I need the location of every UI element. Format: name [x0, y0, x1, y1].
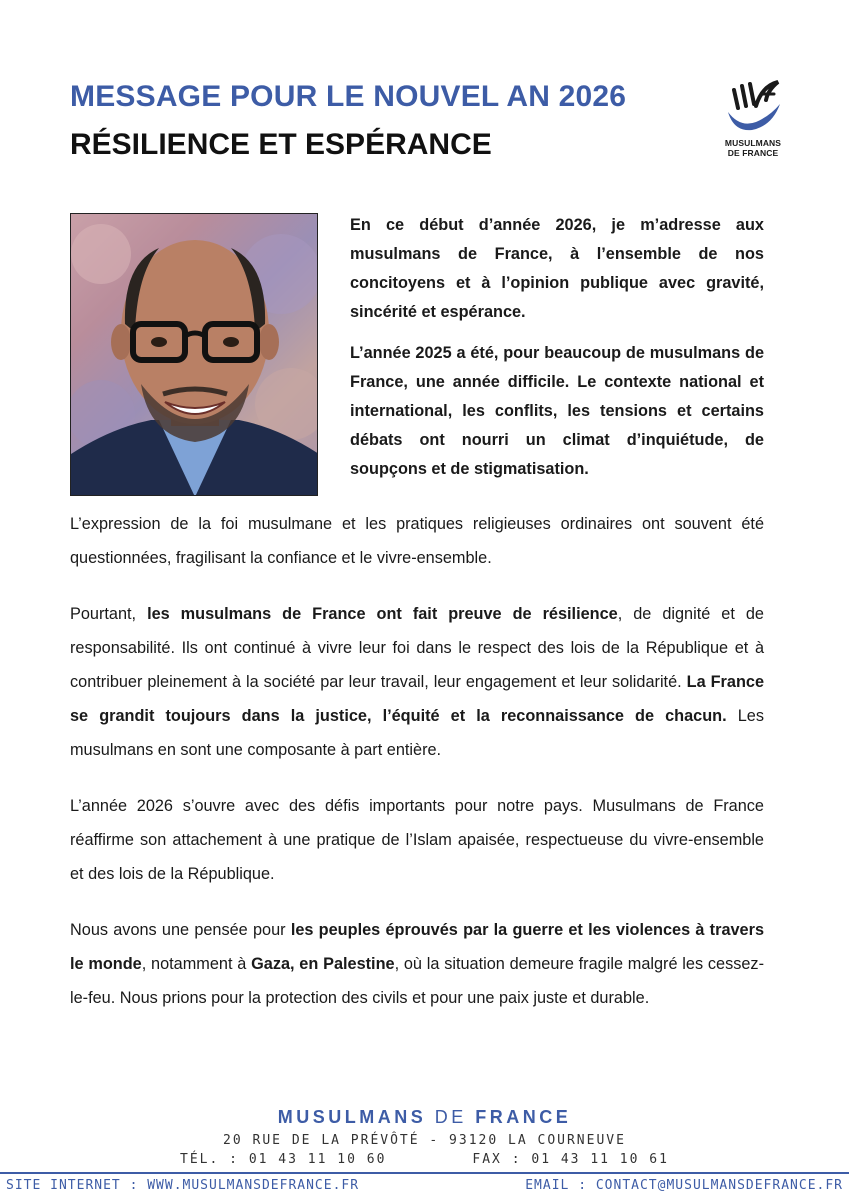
body-paragraph-3: L’année 2026 s’ouvre avec des défis importants pour notre pays. Musulmans de France réaffirme son attachement à une pratique de l’Islam apaisée, respectueuse du vivre-ensemble et des lois de la République.	[70, 797, 764, 883]
footer-address: 20 RUE DE LA PRÉVÔTÉ - 93120 LA COURNEUVE	[223, 1133, 626, 1148]
p4-text-a: Nous avons une pensée pour	[70, 921, 291, 939]
p2-bold-d: La France se grandit toujours dans la justice, l’équité et la reconnaissance de chacun.	[70, 673, 764, 725]
footer-tel: TÉL. : 01 43 11 10 60	[180, 1152, 387, 1167]
footer-org-part-1: MUSULMANS	[277, 1107, 427, 1127]
body-paragraph-2	[70, 597, 764, 767]
portrait-photo-icon	[71, 214, 318, 496]
intro-paragraph-2: L’année 2025 a été, pour beaucoup de musulmans de France, une année difficile. Le contexte national et international, les conflits, les tensions et certains débats ont nourri un climat d’inquiétude, de soupçons et de stigmatisation.	[350, 344, 764, 478]
p4-bold-d: Gaza, en Palestine	[251, 955, 395, 973]
intro-text	[350, 211, 764, 496]
footer-fax: FAX : 01 43 11 10 61	[472, 1152, 669, 1167]
p2-bold-b: les musulmans de France ont fait preuve de résilience	[147, 605, 618, 623]
p2-text-c: , de dignité et de responsabilité. Ils ont continué à vivre leur foi dans le respect des lois de la République et à contribuer pleinement à la société par leur travail, leur engagement et leur solidarité.	[70, 605, 764, 691]
footer-website[interactable]: SITE INTERNET : WWW.MUSULMANSDEFRANCE.FR	[6, 1178, 360, 1193]
p4-text-e: , où la situation demeure fragile malgré les cessez-le-feu. Nous prions pour la protection des civils et pour une paix juste et durable.	[70, 955, 764, 1007]
p2-text-a: Pourtant,	[70, 605, 148, 623]
portrait-photo	[70, 213, 318, 496]
p2-text-e: Les musulmans en sont une composante à part entière.	[70, 707, 764, 759]
footer-phone-line	[0, 1152, 849, 1167]
intro-paragraph-1: En ce début d’année 2026, je m’adresse aux musulmans de France, à l’ensemble de nos concitoyens et à l’opinion publique avec gravité, sincérité et espérance.	[350, 216, 764, 321]
title-line-1: MESSAGE POUR LE NOUVEL AN 2026	[70, 80, 627, 113]
footer-organization-name	[0, 1107, 849, 1128]
footer-email[interactable]: EMAIL : CONTACT@MUSULMANSDEFRANCE.FR	[525, 1178, 843, 1193]
title-line-2: RÉSILIENCE ET ESPÉRANCE	[70, 128, 492, 161]
p4-text-c: , notamment à	[141, 955, 252, 973]
body-paragraph-4	[70, 913, 764, 1015]
body-text	[70, 507, 764, 1037]
body-paragraph-1: L’expression de la foi musulmane et les pratiques religieuses ordinaires ont souvent été questionnées, fragilisant la confiance et le vivre-ensemble.	[70, 515, 764, 567]
footer-org-part-2: DE	[434, 1107, 467, 1127]
logo-text-line-1: MUSULMANS	[724, 138, 782, 148]
footer-org-part-3: FRANCE	[475, 1107, 572, 1127]
mf-bird-logo-icon	[722, 78, 784, 136]
organization-logo	[718, 78, 788, 168]
logo-text-line-2: DE FRANCE	[727, 148, 779, 158]
footer-divider	[0, 1172, 849, 1174]
p4-bold-b: les peuples éprouvés par la guerre et les violences à travers le monde	[70, 921, 764, 973]
